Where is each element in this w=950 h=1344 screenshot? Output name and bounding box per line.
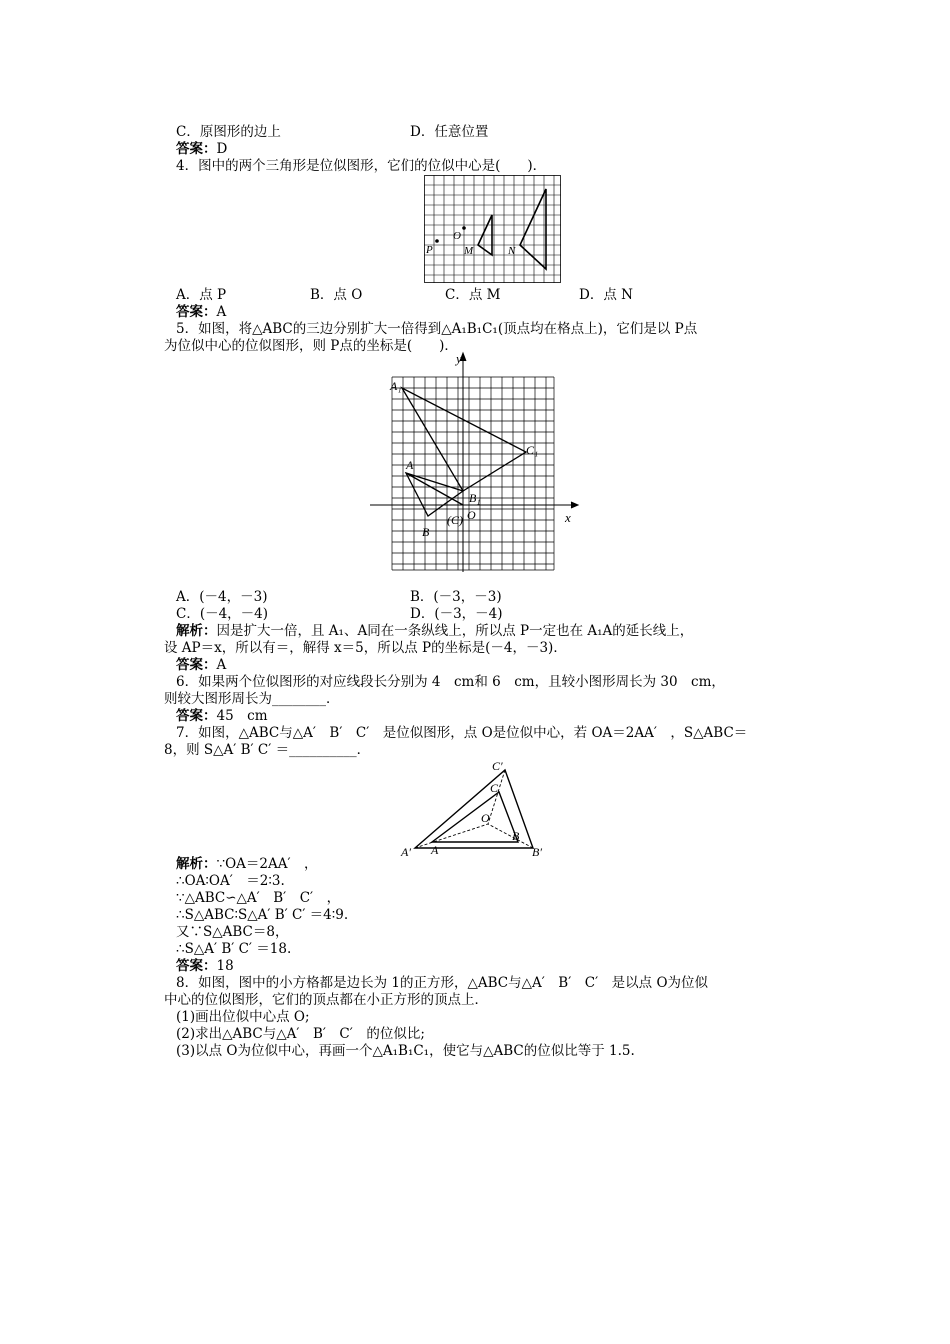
answer-value: A (216, 304, 227, 320)
answer-value: A (216, 657, 227, 673)
q7-analysis-line5: 又∵S△ABC＝8， (176, 924, 289, 940)
q5-label-c: (C) (447, 513, 463, 527)
analysis-label: 解析： (176, 856, 217, 872)
q7-label-b: B (512, 829, 520, 843)
q7-analysis-line4: ∴S△ABC∶S△A′ B′ C′ ＝4∶9. (176, 907, 349, 923)
q4-option-c: C．点 M (445, 287, 501, 303)
q7-answer (176, 958, 234, 975)
q8-part2: (2)求出△ABC与△A′ B′ C′ 的位似比; (176, 1026, 425, 1042)
q4-label-p: P (426, 244, 433, 256)
q7-label-c: C (490, 781, 499, 795)
q4-option-a: A．点 P (176, 287, 227, 303)
q7-label-c-prime: C′ (492, 759, 503, 773)
q7-analysis-line1 (176, 856, 318, 873)
q5-label-c1: C₁ (526, 443, 539, 457)
q6-stem-line1: 6．如果两个位似图形的对应线段长分别为 4 cm和 6 cm，且较小图形周长为 30 cm， (176, 674, 725, 690)
answer-label: 答案： (176, 958, 217, 974)
q5-label-b1: B₁ (469, 491, 481, 505)
analysis-label: 解析： (176, 623, 217, 639)
q7-stem-line2: 8，则 S△A′ B′ C′ ＝__________． (164, 742, 371, 758)
q5-stem-line2: 为位似中心的位似图形，则 P点的坐标是( )． (164, 338, 458, 354)
q7-label-o: O (481, 811, 490, 825)
q6-stem-line2: 则较大图形周长为________． (164, 691, 340, 707)
analysis-text: ∵OA＝2AA′ ， (216, 856, 318, 872)
q7-figure (400, 756, 550, 860)
q5-triangle-abc (406, 473, 463, 516)
q4-point-o (462, 226, 466, 230)
answer-value: 18 (216, 958, 234, 974)
q4-label-m: M (464, 245, 474, 257)
answer-value: 45 cm (216, 708, 268, 724)
answer-label: 答案： (176, 141, 217, 157)
q5-analysis-line2: 设 AP＝x，所以有＝，解得 x＝5，所以点 P的坐标是(－4，－3)． (164, 640, 567, 656)
q3-option-c: C．原图形的边上 (176, 124, 281, 140)
q7-triangle-inner (432, 792, 518, 842)
q5-label-x: x (565, 510, 571, 525)
answer-label: 答案： (176, 304, 217, 320)
q8-stem-line1: 8．如图，图中的小方格都是边长为 1的正方形，△ABC与△A′ B′ C′ 是以点 O为位似 (176, 975, 709, 991)
q5-option-c: C．(－4，－4) (176, 606, 269, 622)
q7-stem-line1: 7．如图，△ABC与△A′ B′ C′ 是位似图形，点 O是位似中心，若 OA＝2AA′ ，S△ABC＝ (176, 725, 748, 741)
q4-point-p (435, 239, 439, 243)
q7-analysis-line2: ∴OA∶OA′ ＝2∶3. (176, 873, 285, 889)
q5-triangle-a1b1c1 (402, 388, 526, 491)
q4-stem: 4．图中的两个三角形是位似图形，它们的位似中心是( )． (176, 158, 547, 174)
q5-label-y: y (456, 351, 462, 366)
q7-label-b-prime: B′ (532, 845, 542, 859)
q3-option-d: D．任意位置 (410, 124, 489, 140)
q5-answer (176, 657, 226, 674)
q4-option-b: B．点 O (310, 287, 363, 303)
q3-answer (176, 141, 227, 158)
q5-stem-line1: 5．如图，将△ABC的三边分别扩大一倍得到△A₁B₁C₁(顶点均在格点上)，它们是以 P点 (176, 321, 698, 337)
q4-figure (424, 175, 564, 287)
q4-option-d: D．点 N (579, 287, 633, 303)
answer-label: 答案： (176, 708, 217, 724)
q5-label-b: B (422, 525, 430, 539)
q5-label-a: A (406, 458, 414, 472)
q5-option-d: D．(－3，－4) (410, 606, 503, 622)
q5-figure (368, 350, 580, 576)
q4-label-n: N (508, 245, 516, 257)
q5-option-a: A．(－4，－3) (176, 589, 268, 605)
q7-analysis-line6: ∴S△A′ B′ C′ ＝18. (176, 941, 292, 957)
q5-analysis-line1 (176, 623, 693, 640)
q4-label-o: O (453, 230, 461, 242)
q7-analysis-line3: ∵△ABC∽△A′ B′ C′ ， (176, 890, 341, 906)
q8-part1: (1)画出位似中心点 O; (176, 1009, 310, 1025)
q5-option-b: B．(－3，－3) (410, 589, 502, 605)
answer-label: 答案： (176, 657, 217, 673)
analysis-text: 因是扩大一倍，且 A₁、A同在一条纵线上，所以点 P一定也在 A₁A的延长线上， (216, 623, 694, 639)
q8-stem-line2: 中心的位似图形，它们的顶点都在小正方形的顶点上． (164, 992, 488, 1008)
q8-part3: (3)以点 O为位似中心，再画一个△A₁B₁C₁，使它与△ABC的位似比等于 1.5. (176, 1043, 635, 1059)
q7-label-a: A (431, 843, 439, 857)
q5-label-a1: A₁ (390, 379, 402, 393)
q6-answer (176, 708, 268, 725)
q5-label-o: O (467, 508, 476, 522)
answer-value: D (216, 141, 228, 157)
q4-answer (176, 304, 226, 321)
q7-label-a-prime: A′ (401, 845, 411, 859)
q5-grid (392, 377, 554, 570)
